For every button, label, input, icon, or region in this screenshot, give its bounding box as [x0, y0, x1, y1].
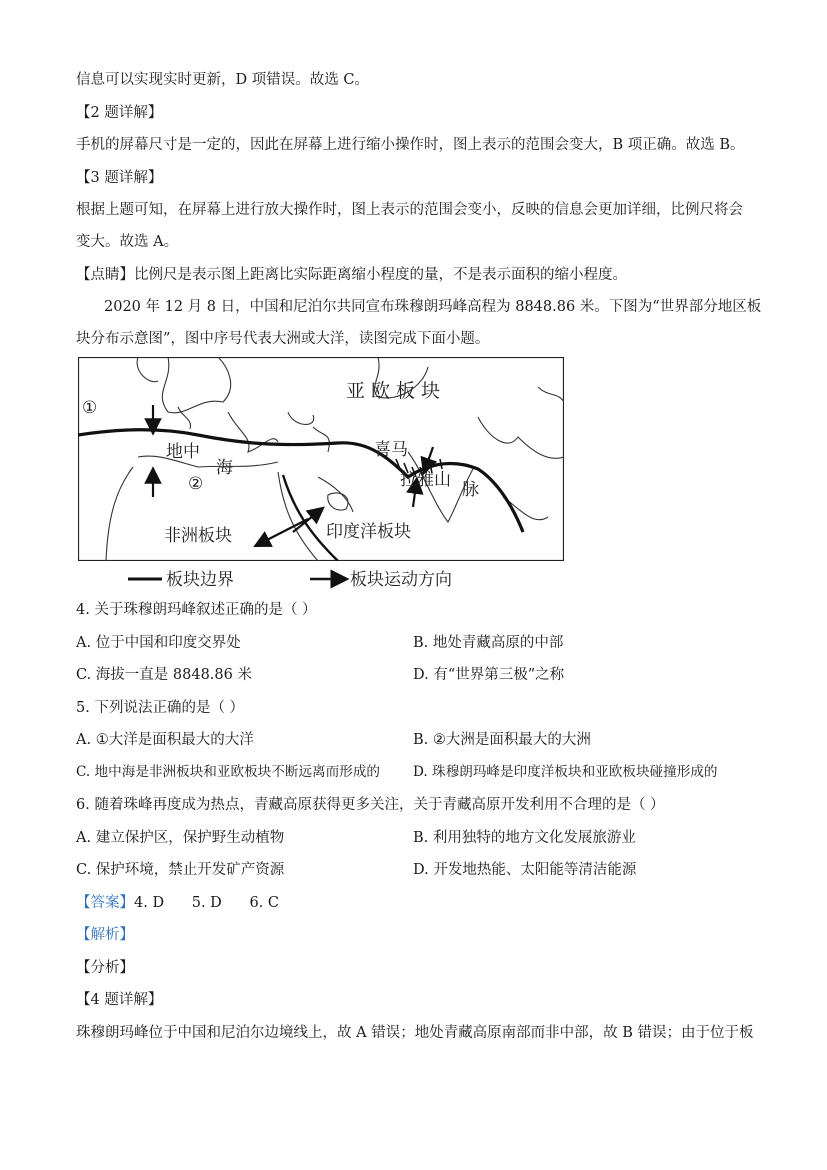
option-4c: C. 海拔一直是 8848.86 米	[76, 667, 252, 683]
option-5b: B. ②大洲是面积最大的大洲	[413, 732, 591, 748]
option-4d: D. 有“世界第三极”之称	[413, 667, 565, 683]
section-heading-4: 【4 题详解】	[76, 992, 163, 1008]
option-6d: D. 开发地热能、太阳能等清洁能源	[413, 862, 637, 878]
paragraph: 变大。故选 A。	[76, 234, 179, 250]
label-eurasian-plate: 亚欧板块	[346, 380, 447, 402]
option-5c: C. 地中海是非洲板块和亚欧板块不断远离而形成的	[76, 764, 381, 780]
label-number-2: ②	[188, 474, 204, 494]
label-mediterranean: 地中	[166, 442, 200, 462]
label-number-1: ①	[82, 398, 98, 418]
option-6c: C. 保护环境，禁止开发矿产资源	[76, 862, 285, 878]
tip-paragraph: 【点睛】比例尺是表示图上距离比实际距离缩小程度的量，不是表示面积的缩小程度。	[76, 267, 627, 283]
answer-tag: 【答案】	[76, 895, 134, 911]
label-himalaya-2: 拉雅山	[400, 470, 451, 490]
question-intro-cont: 块分布示意图”，图中序号代表大洲或大洋，读图完成下面小题。	[76, 331, 490, 347]
label-himalaya-3: 脉	[462, 480, 479, 500]
question-stem-6: 6. 随着珠峰再度成为热点，青藏高原获得更多关注，关于青藏高原开发利用不合理的是（ ）	[76, 797, 665, 813]
answer-line	[76, 893, 279, 913]
option-5d: D. 珠穆朗玛峰是印度洋板块和亚欧板块碰撞形成的	[413, 764, 718, 780]
label-himalaya: 喜马	[374, 440, 408, 460]
option-6b: B. 利用独特的地方文化发展旅游业	[413, 830, 636, 846]
question-stem-5: 5. 下列说法正确的是（ ）	[76, 700, 245, 716]
plate-map-figure	[78, 357, 564, 561]
option-6a: A. 建立保护区，保护野生动植物	[76, 830, 285, 846]
label-mediterranean-2: 海	[216, 458, 233, 478]
section-heading: 【2 题详解】	[76, 105, 163, 121]
question-intro: 2020 年 12 月 8 日，中国和尼泊尔共同宣布珠穆朗玛峰高程为 8848.86 米。下图为“世界部分地区板	[104, 299, 762, 315]
fenxi-heading: 【分析】	[76, 960, 134, 976]
option-4b: B. 地处青藏高原的中部	[413, 635, 564, 651]
question-stem-4: 4. 关于珠穆朗玛峰叙述正确的是（ ）	[76, 602, 317, 618]
jiexi-heading: 【解析】	[76, 927, 134, 943]
legend-motion-label: 板块运动方向	[350, 570, 452, 590]
section-heading: 【3 题详解】	[76, 170, 163, 186]
map-legend	[128, 566, 488, 592]
option-5a: A. ①大洋是面积最大的大洋	[76, 732, 254, 748]
legend-boundary-label: 板块边界	[166, 570, 234, 590]
label-indian-ocean-plate: 印度洋板块	[326, 522, 411, 542]
paragraph: 信息可以实现实时更新，D 项错误。故选 C。	[76, 72, 369, 88]
paragraph: 根据上题可知，在屏幕上进行放大操作时，图上表示的范围会变小，反映的信息会更加详细，比例尺将会	[76, 202, 743, 218]
paragraph-4-detail: 珠穆朗玛峰位于中国和尼泊尔边境线上，故 A 错误；地处青藏高原南部而非中部，故 B 错误；由于位于板	[76, 1025, 754, 1041]
label-african-plate: 非洲板块	[164, 526, 232, 546]
option-4a: A. 位于中国和印度交界处	[76, 635, 241, 651]
paragraph: 手机的屏幕尺寸是一定的，因此在屏幕上进行缩小操作时，图上表示的范围会变大，B 项正确。故选 B。	[76, 137, 745, 153]
answer-text: 4. D 5. D 6. C	[134, 895, 279, 911]
